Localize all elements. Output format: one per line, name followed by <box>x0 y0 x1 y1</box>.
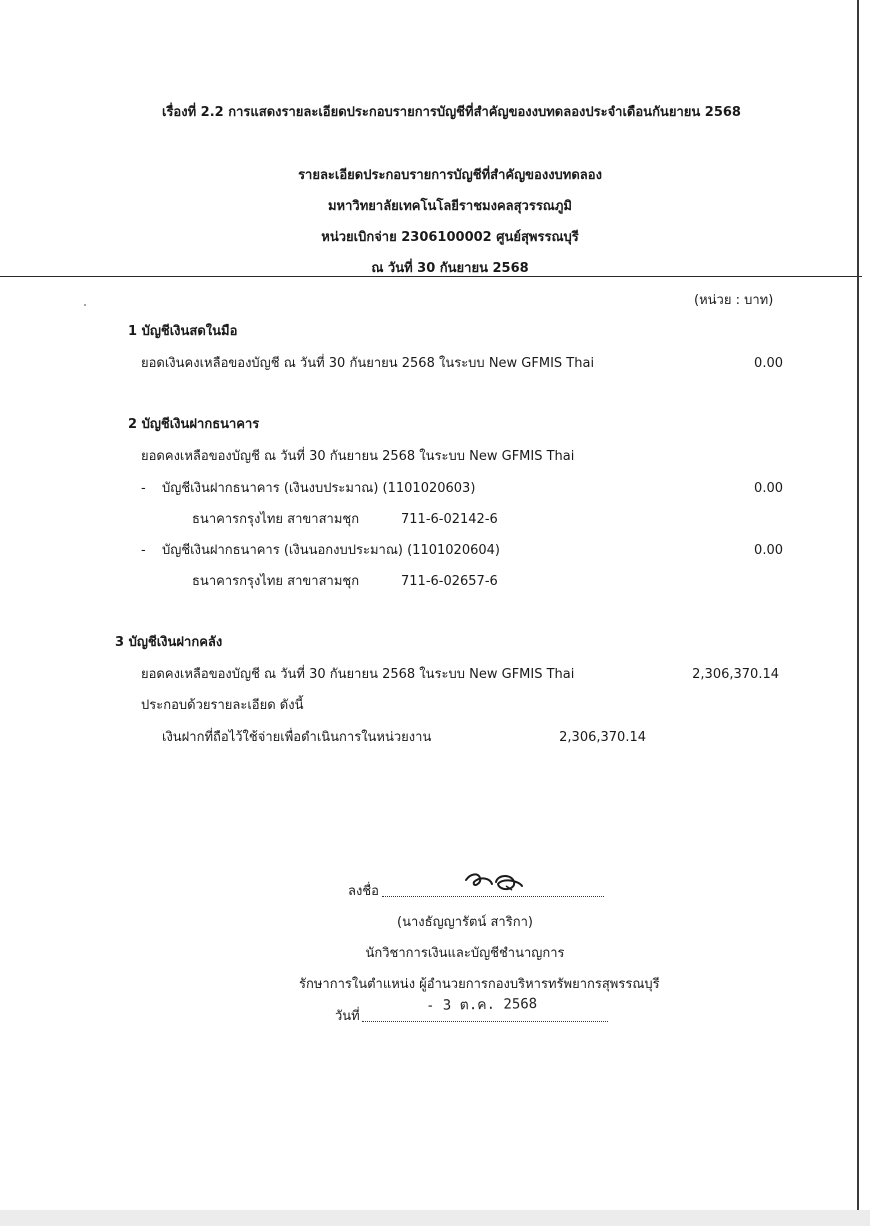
signer-acting-position: รักษาการในตำแหน่ง ผู้อำนวยการกองบริหารทรัพยากรสุพรรณบุรี <box>299 977 660 992</box>
header-divider <box>0 276 862 277</box>
date-label: วันที่ <box>335 1009 360 1024</box>
section-treasury-title: 3 บัญชีเงินฝากคลัง <box>115 635 223 650</box>
treasury-detail-intro: ประกอบด้วยรายละเอียด ดังนี้ <box>141 698 304 713</box>
bank-item-2-label: บัญชีเงินฝากธนาคาร (เงินนอกงบประมาณ) (1101020604) <box>162 543 500 558</box>
handwritten-signature <box>462 866 532 896</box>
bank-item-1-bullet: - <box>141 481 146 496</box>
date-handwritten: - 3 ต.ค. 2568 <box>425 996 538 1014</box>
bank-item-2-bullet: - <box>141 543 146 558</box>
bank-item-1-amount: 0.00 <box>754 481 783 496</box>
cash-balance-amount: 0.00 <box>754 356 783 371</box>
sign-dotted-line <box>382 896 604 897</box>
subject-line: เรื่องที่ 2.2 การแสดงรายละเอียดประกอบรายการบัญชีที่สำคัญของงบทดลองประจำเดือนกันยายน 2568 <box>162 105 741 120</box>
heading-line-2: มหาวิทยาลัยเทคโนโลยีราชมงคลสุวรรณภูมิ <box>327 199 573 214</box>
scan-speck <box>84 304 86 306</box>
signer-position: นักวิชาการเงินและบัญชีชำนาญการ <box>365 946 565 961</box>
section-cash-title: 1 บัญชีเงินสดในมือ <box>128 324 238 339</box>
bank-item-1-label: บัญชีเงินฝากธนาคาร (เงินงบประมาณ) (1101020603) <box>162 481 476 496</box>
bank-balance-label: ยอดคงเหลือของบัญชี ณ วันที่ 30 กันยายน 2568 ในระบบ New GFMIS Thai <box>141 449 575 464</box>
page-edge <box>857 0 859 1210</box>
heading-line-4: ณ วันที่ 30 กันยายน 2568 <box>371 261 529 276</box>
section-bank-title: 2 บัญชีเงินฝากธนาคาร <box>128 417 260 432</box>
bank-item-1-bank: ธนาคารกรุงไทย สาขาสามชุก <box>192 512 360 527</box>
treasury-balance-amount: 2,306,370.14 <box>692 667 779 682</box>
unit-label: (หน่วย : บาท) <box>694 293 774 308</box>
cash-balance-label: ยอดเงินคงเหลือของบัญชี ณ วันที่ 30 กันยายน 2568 ในระบบ New GFMIS Thai <box>141 356 595 371</box>
bank-item-1-account: 711-6-02142-6 <box>401 512 498 527</box>
heading-line-3: หน่วยเบิกจ่าย 2306100002 ศูนย์สุพรรณบุรี <box>321 230 579 245</box>
signer-name: (นางธัญญารัตน์ สาริกา) <box>397 915 533 930</box>
scan-bottom-band <box>0 1210 870 1226</box>
bank-item-2-account: 711-6-02657-6 <box>401 574 498 589</box>
sign-label: ลงชื่อ <box>348 884 379 899</box>
bank-item-2-bank: ธนาคารกรุงไทย สาขาสามชุก <box>192 574 360 589</box>
treasury-balance-label: ยอดคงเหลือของบัญชี ณ วันที่ 30 กันยายน 2568 ในระบบ New GFMIS Thai <box>141 667 575 682</box>
date-dotted-line <box>362 1021 608 1022</box>
bank-item-2-amount: 0.00 <box>754 543 783 558</box>
heading-line-1: รายละเอียดประกอบรายการบัญชีที่สำคัญของงบทดลอง <box>298 168 602 183</box>
treasury-detail-amount: 2,306,370.14 <box>559 730 646 745</box>
treasury-detail-label: เงินฝากที่ถือไว้ใช้จ่ายเพื่อดำเนินการในหน่วยงาน <box>162 730 432 745</box>
